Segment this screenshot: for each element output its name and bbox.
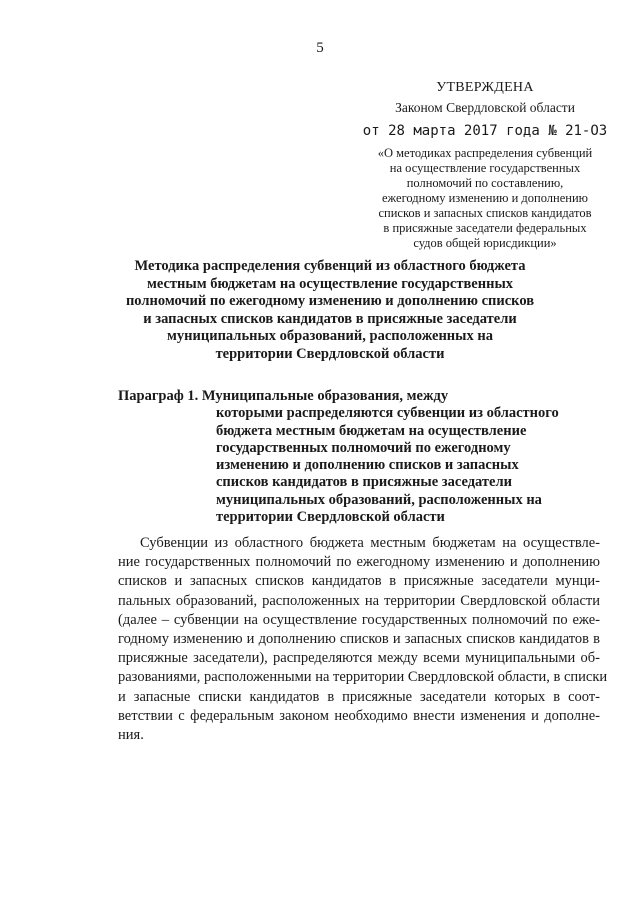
paragraph-heading-line: бюджета местным бюджетам на осуществление [216, 422, 527, 439]
title-line: полномочий по ежегодному изменению и дополнению списков [125, 293, 535, 309]
body-line: разованиями, расположенными на территории Свердловской области, в списки [118, 669, 608, 686]
body-line: пальных образований, расположенных на территории Свердловской области [118, 592, 600, 609]
approval-date: от 28 марта 2017 года № 21-ОЗ [362, 123, 608, 139]
body-line: присяжные заседатели), распределяются между всеми муниципальными об- [118, 650, 600, 667]
law-title-line: «О методиках распределения субвенций [377, 146, 593, 160]
law-title-line: ежегодному изменению и дополнению [382, 191, 588, 205]
title-line: и запасных списков кандидатов в присяжные заседатели [143, 310, 517, 327]
paragraph-heading-line: изменению и дополнению списков и запасных [216, 457, 519, 474]
page-number: 5 [316, 40, 324, 56]
paragraph-heading-line: территории Свердловской области [216, 509, 445, 526]
title-line: Методика распределения субвенций из областного бюджета [134, 258, 526, 274]
body-line: и запасные списки кандидатов в присяжные заседатели которых в соот- [118, 688, 600, 705]
body-line: Субвенции из областного бюджета местным бюджетам на осуществле- [140, 535, 600, 551]
body-line: (далее – субвенции на осуществление государственных полномочий по еже- [118, 611, 600, 628]
paragraph-heading-line: которыми распределяются субвенции из областного [216, 405, 559, 422]
body-paragraph [118, 534, 608, 745]
law-title-line: полномочий по составлению, [406, 176, 564, 190]
body-line: ния. [118, 726, 144, 743]
paragraph-heading-line: списков кандидатов в присяжные заседатели [216, 474, 512, 491]
law-title-line: в присяжные заседатели федеральных [383, 221, 587, 235]
body-line: списков и запасных списков кандидатов в присяжные заседатели мунци- [118, 573, 600, 590]
paragraph-heading-first-line: Параграф 1. Муниципальные образования, между [118, 388, 449, 404]
title-line: муниципальных образований, расположенных на [167, 328, 493, 344]
approval-law: Законом Свердловской области [395, 100, 575, 115]
body-line: годному изменению и дополнению списков и запасных списков кандидатов в [118, 630, 600, 647]
approval-block [360, 78, 610, 251]
body-line: ние государственных полномочий по ежегодному изменению и дополнению [118, 554, 600, 571]
body-line: ветствии с федеральным законом необходимо внести изменения и дополне- [118, 707, 600, 724]
law-title-line: судов общей юрисдикции» [413, 236, 557, 250]
approval-law-title [360, 146, 610, 251]
law-title-line: списков и запасных списков кандидатов [378, 206, 592, 220]
title-line: местным бюджетам на осуществление государственных [146, 275, 514, 292]
document-title [110, 258, 550, 363]
law-title-line: на осуществление государственных [389, 161, 581, 175]
paragraph-heading [118, 388, 618, 526]
approval-stamp: УТВЕРЖДЕНА [436, 80, 534, 95]
paragraph-heading-line: муниципальных образований, расположенных на [216, 491, 542, 508]
title-line: территории Свердловской области [215, 345, 445, 362]
paragraph-heading-line: государственных полномочий по ежегодному [216, 439, 511, 456]
